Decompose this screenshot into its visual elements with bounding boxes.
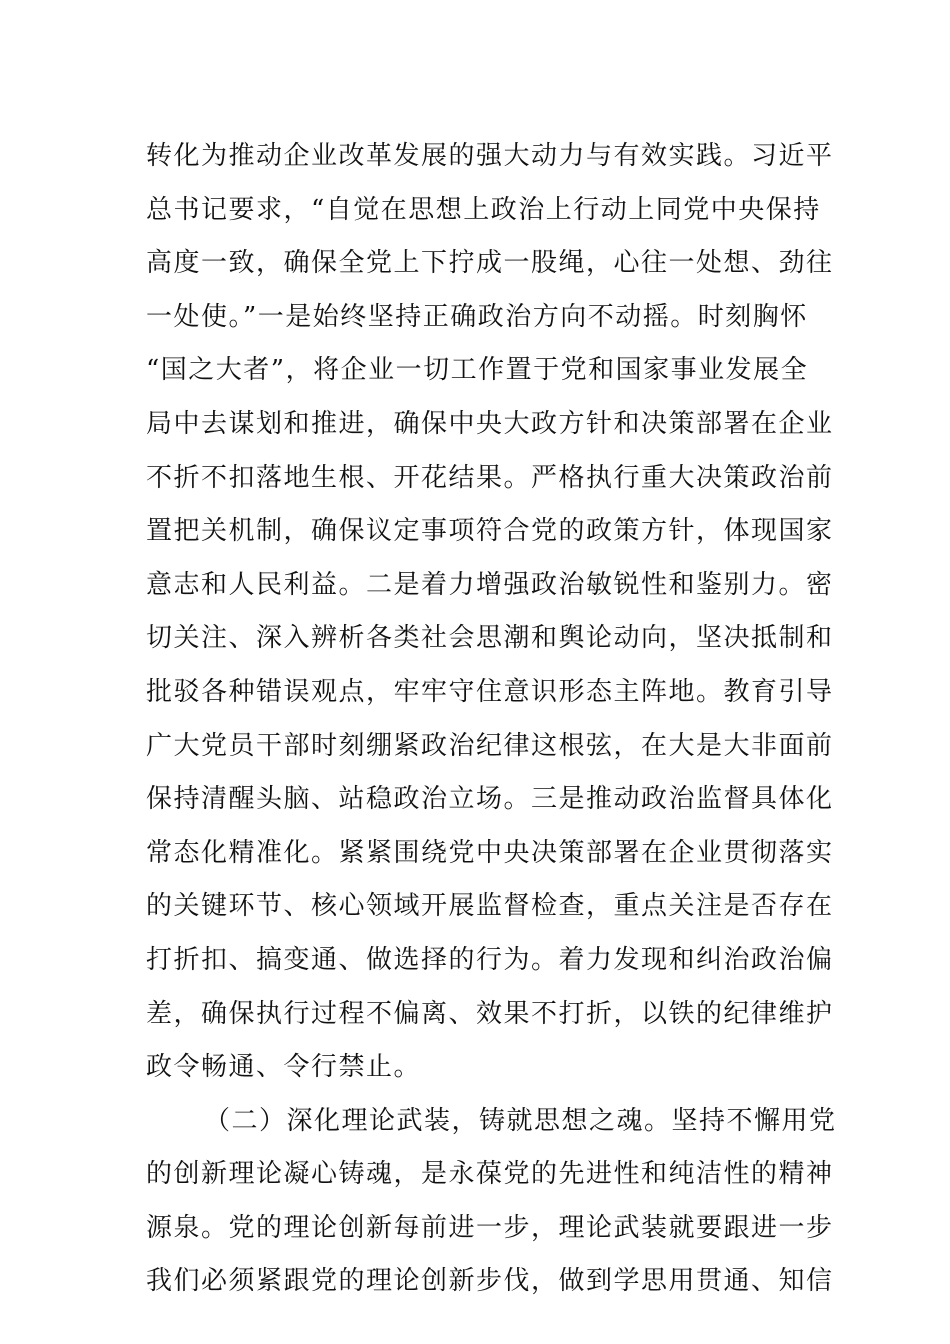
text-line: 转化为推动企业改革发展的强大动力与有效实践。习近平 [146,141,834,171]
text-line: 我们必须紧跟党的理论创新步伐，做到学思用贯通、知信 [146,1266,834,1297]
text-line: 源泉。党的理论创新每前进一步，理论武装就要跟进一步 [146,1212,834,1243]
text-line: 的关键环节、核心领域开展监督检查，重点关注是否存在 [146,891,834,922]
text-line: 保持清醒头脑、站稳政治立场。三是推动政治监督具体化 [146,784,834,815]
text-line: 局中去谋划和推进，确保中央大政方针和决策部署在企业 [146,408,834,439]
text-line: 一处使。”一是始终坚持正确政治方向不动摇。时刻胸怀 [146,301,808,332]
text-line: 差，确保执行过程不偏离、效果不打折，以铁的纪律维护 [146,998,834,1029]
text-line: 高度一致，确保全党上下拧成一股绳，心往一处想、劲往 [146,248,834,279]
section-heading-line: （二）深化理论武装，铸就思想之魂。坚持不懈用党 [204,1105,837,1136]
body-text [146,130,837,1309]
text-line: 切关注、深入辨析各类社会思潮和舆论动向，坚决抵制和 [146,623,834,654]
paragraph-end-line: 政令畅通、令行禁止。 [146,1052,422,1083]
text-line: 广大党员干部时刻绷紧政治纪律这根弦，在大是大非面前 [146,730,834,761]
text-line: 打折扣、搞变通、做选择的行为。着力发现和纠治政治偏 [146,944,834,975]
text-line: 不折不扣落地生根、开花结果。严格执行重大决策政治前 [146,462,834,493]
text-line: 意志和人民利益。二是着力增强政治敏锐性和鉴别力。密 [146,569,834,600]
text-line: 常态化精准化。紧紧围绕党中央决策部署在企业贯彻落实 [146,837,834,868]
text-line: 置把关机制，确保议定事项符合党的政策方针，体现国家 [146,516,834,547]
text-line: “国之大者”，将企业一切工作置于党和国家事业发展全 [146,355,809,386]
text-line: 的创新理论凝心铸魂，是永葆党的先进性和纯洁性的精神 [146,1159,834,1190]
text-line: 总书记要求，“自觉在思想上政治上行动上同党中央保持 [146,194,821,225]
text-line: 批驳各种错误观点，牢牢守住意识形态主阵地。教育引导 [146,676,834,707]
